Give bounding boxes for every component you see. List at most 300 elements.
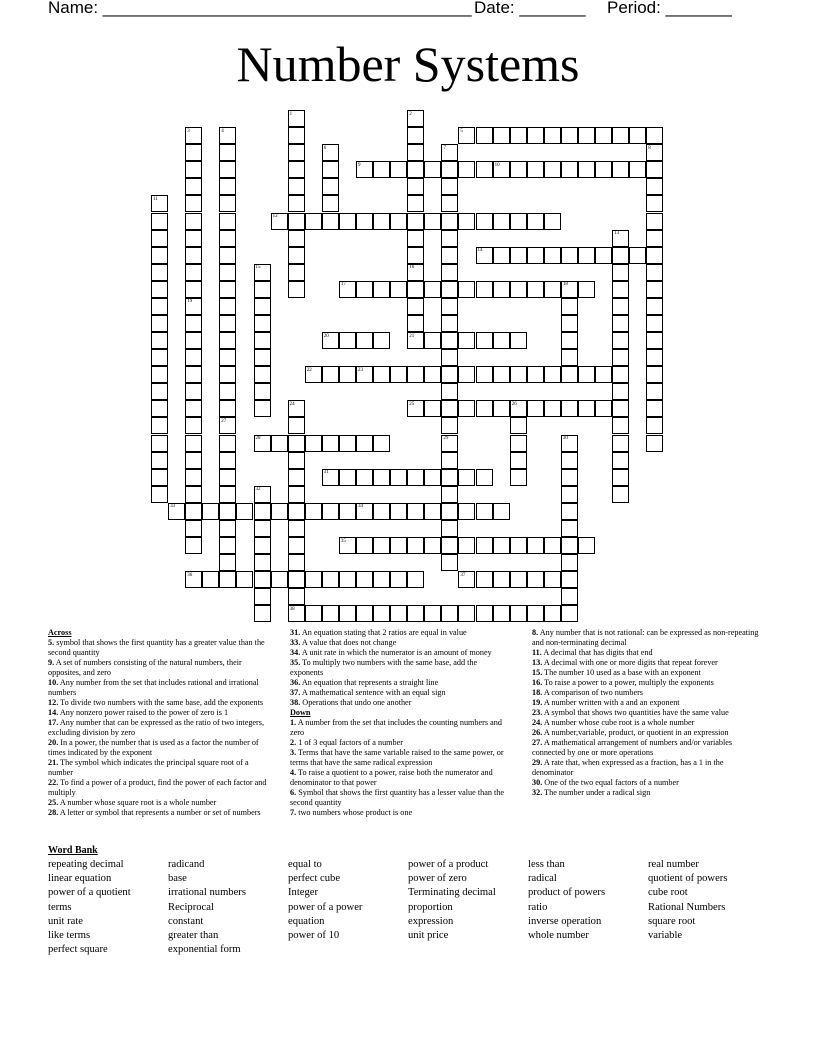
grid-cell[interactable]: [441, 195, 458, 212]
grid-cell[interactable]: [424, 400, 441, 417]
grid-cell[interactable]: [288, 520, 305, 537]
date-field-label[interactable]: Date: _______: [474, 0, 586, 17]
grid-cell[interactable]: [441, 349, 458, 366]
grid-cell[interactable]: [305, 213, 322, 230]
grid-cell[interactable]: [561, 452, 578, 469]
grid-cell[interactable]: [424, 469, 441, 486]
grid-cell[interactable]: [407, 503, 424, 520]
grid-cell[interactable]: [646, 195, 663, 212]
grid-cell[interactable]: [510, 435, 527, 452]
grid-cell[interactable]: [356, 537, 373, 554]
grid-cell[interactable]: [510, 247, 527, 264]
grid-cell[interactable]: [254, 383, 271, 400]
grid-cell[interactable]: [493, 571, 510, 588]
grid-cell[interactable]: [185, 264, 202, 281]
grid-cell[interactable]: [595, 400, 612, 417]
grid-cell[interactable]: [185, 486, 202, 503]
grid-cell[interactable]: [288, 144, 305, 161]
grid-cell[interactable]: [561, 127, 578, 144]
grid-cell[interactable]: [544, 213, 561, 230]
grid-cell[interactable]: [544, 127, 561, 144]
grid-cell[interactable]: [151, 332, 168, 349]
name-field-label[interactable]: Name: _______________________________________: [48, 0, 472, 17]
grid-cell[interactable]: [151, 400, 168, 417]
grid-cell[interactable]: [561, 554, 578, 571]
grid-cell[interactable]: [219, 264, 236, 281]
grid-cell[interactable]: [185, 281, 202, 298]
grid-cell[interactable]: [390, 503, 407, 520]
grid-cell[interactable]: [595, 161, 612, 178]
grid-cell[interactable]: [339, 435, 356, 452]
grid-cell[interactable]: [373, 366, 390, 383]
grid-cell[interactable]: [288, 195, 305, 212]
grid-cell[interactable]: [612, 400, 629, 417]
grid-cell[interactable]: [612, 486, 629, 503]
grid-cell[interactable]: [254, 400, 271, 417]
grid-cell[interactable]: [424, 332, 441, 349]
grid-cell[interactable]: [373, 537, 390, 554]
grid-cell[interactable]: [339, 503, 356, 520]
grid-cell[interactable]: [288, 417, 305, 434]
grid-cell[interactable]: [390, 213, 407, 230]
grid-cell[interactable]: [646, 127, 663, 144]
grid-cell[interactable]: [219, 298, 236, 315]
grid-cell[interactable]: [288, 503, 305, 520]
grid-cell[interactable]: [322, 366, 339, 383]
grid-cell[interactable]: [612, 264, 629, 281]
grid-cell[interactable]: [561, 520, 578, 537]
grid-cell[interactable]: [151, 349, 168, 366]
grid-cell[interactable]: [219, 537, 236, 554]
grid-cell[interactable]: [441, 230, 458, 247]
grid-cell[interactable]: [629, 127, 646, 144]
grid-cell[interactable]: [527, 605, 544, 622]
grid-cell[interactable]: [612, 452, 629, 469]
grid-cell[interactable]: [254, 605, 271, 622]
grid-cell[interactable]: [219, 400, 236, 417]
grid-cell[interactable]: [322, 178, 339, 195]
grid-cell[interactable]: [561, 332, 578, 349]
grid-cell[interactable]: [219, 332, 236, 349]
grid-cell[interactable]: [339, 469, 356, 486]
grid-cell[interactable]: [424, 503, 441, 520]
grid-cell[interactable]: [390, 469, 407, 486]
grid-cell[interactable]: [441, 486, 458, 503]
grid-cell[interactable]: [578, 127, 595, 144]
grid-cell[interactable]: [493, 127, 510, 144]
grid-cell[interactable]: [151, 383, 168, 400]
grid-cell[interactable]: [441, 161, 458, 178]
grid-cell[interactable]: [185, 503, 202, 520]
grid-cell[interactable]: [219, 161, 236, 178]
grid-cell[interactable]: [356, 213, 373, 230]
grid-cell[interactable]: [561, 486, 578, 503]
grid-cell[interactable]: [612, 127, 629, 144]
grid-cell[interactable]: [288, 281, 305, 298]
grid-cell[interactable]: [458, 161, 475, 178]
grid-cell[interactable]: [407, 298, 424, 315]
grid-cell[interactable]: [510, 332, 527, 349]
grid-cell[interactable]: [493, 213, 510, 230]
grid-cell[interactable]: [527, 400, 544, 417]
grid-cell[interactable]: [219, 213, 236, 230]
grid-cell[interactable]: [373, 571, 390, 588]
grid-cell[interactable]: [407, 315, 424, 332]
grid-cell[interactable]: [185, 400, 202, 417]
grid-cell[interactable]: [185, 332, 202, 349]
grid-cell[interactable]: [305, 503, 322, 520]
grid-cell[interactable]: [595, 366, 612, 383]
grid-cell[interactable]: [561, 315, 578, 332]
grid-cell[interactable]: [219, 435, 236, 452]
grid-cell[interactable]: [151, 264, 168, 281]
grid-cell[interactable]: [407, 247, 424, 264]
grid-cell[interactable]: [288, 161, 305, 178]
grid-cell[interactable]: [407, 213, 424, 230]
grid-cell[interactable]: [510, 127, 527, 144]
grid-cell[interactable]: [612, 349, 629, 366]
grid-cell[interactable]: [219, 366, 236, 383]
grid-cell[interactable]: [185, 213, 202, 230]
grid-cell[interactable]: [646, 315, 663, 332]
grid-cell[interactable]: [561, 588, 578, 605]
grid-cell[interactable]: [202, 503, 219, 520]
grid-cell[interactable]: [151, 486, 168, 503]
grid-cell[interactable]: [254, 349, 271, 366]
grid-cell[interactable]: [219, 178, 236, 195]
grid-cell[interactable]: [185, 178, 202, 195]
grid-cell[interactable]: [510, 537, 527, 554]
grid-cell[interactable]: [322, 161, 339, 178]
grid-cell[interactable]: [544, 281, 561, 298]
grid-cell[interactable]: [544, 247, 561, 264]
grid-cell[interactable]: [544, 537, 561, 554]
grid-cell[interactable]: [578, 161, 595, 178]
grid-cell[interactable]: [373, 435, 390, 452]
grid-cell[interactable]: [151, 469, 168, 486]
grid-cell[interactable]: [407, 178, 424, 195]
grid-cell[interactable]: [510, 366, 527, 383]
grid-cell[interactable]: [151, 213, 168, 230]
grid-cell[interactable]: [441, 281, 458, 298]
grid-cell[interactable]: [254, 571, 271, 588]
grid-cell[interactable]: [339, 332, 356, 349]
grid-cell[interactable]: [185, 520, 202, 537]
grid-cell[interactable]: [493, 247, 510, 264]
grid-cell[interactable]: [578, 366, 595, 383]
grid-cell[interactable]: [424, 605, 441, 622]
grid-cell[interactable]: [561, 298, 578, 315]
grid-cell[interactable]: [151, 247, 168, 264]
grid-cell[interactable]: [441, 417, 458, 434]
grid-cell[interactable]: [185, 417, 202, 434]
grid-cell[interactable]: [390, 537, 407, 554]
grid-cell[interactable]: [646, 247, 663, 264]
grid-cell[interactable]: [612, 332, 629, 349]
grid-cell[interactable]: [424, 366, 441, 383]
grid-cell[interactable]: [441, 554, 458, 571]
grid-cell[interactable]: [185, 366, 202, 383]
grid-cell[interactable]: [407, 571, 424, 588]
grid-cell[interactable]: [407, 281, 424, 298]
grid-cell[interactable]: [527, 127, 544, 144]
grid-cell[interactable]: [510, 605, 527, 622]
grid-cell[interactable]: [373, 469, 390, 486]
grid-cell[interactable]: [254, 281, 271, 298]
grid-cell[interactable]: [339, 366, 356, 383]
grid-cell[interactable]: [510, 452, 527, 469]
grid-cell[interactable]: [458, 537, 475, 554]
grid-cell[interactable]: [646, 435, 663, 452]
grid-cell[interactable]: [407, 144, 424, 161]
grid-cell[interactable]: [544, 400, 561, 417]
grid-cell[interactable]: [185, 537, 202, 554]
grid-cell[interactable]: [356, 469, 373, 486]
grid-cell[interactable]: [612, 298, 629, 315]
grid-cell[interactable]: [219, 195, 236, 212]
grid-cell[interactable]: [288, 452, 305, 469]
grid-cell[interactable]: [441, 452, 458, 469]
grid-cell[interactable]: [339, 571, 356, 588]
grid-cell[interactable]: [612, 383, 629, 400]
grid-cell[interactable]: [185, 469, 202, 486]
grid-cell[interactable]: [151, 435, 168, 452]
grid-cell[interactable]: [476, 127, 493, 144]
grid-cell[interactable]: [527, 366, 544, 383]
grid-cell[interactable]: [561, 537, 578, 554]
grid-cell[interactable]: [646, 332, 663, 349]
grid-cell[interactable]: [407, 366, 424, 383]
grid-cell[interactable]: [595, 127, 612, 144]
grid-cell[interactable]: [407, 230, 424, 247]
grid-cell[interactable]: [646, 366, 663, 383]
grid-cell[interactable]: [544, 161, 561, 178]
grid-cell[interactable]: [185, 383, 202, 400]
grid-cell[interactable]: [151, 366, 168, 383]
grid-cell[interactable]: [373, 281, 390, 298]
grid-cell[interactable]: [612, 281, 629, 298]
grid-cell[interactable]: [646, 417, 663, 434]
grid-cell[interactable]: [305, 605, 322, 622]
grid-cell[interactable]: [356, 281, 373, 298]
grid-cell[interactable]: [288, 230, 305, 247]
grid-cell[interactable]: [390, 366, 407, 383]
grid-cell[interactable]: [219, 452, 236, 469]
grid-cell[interactable]: [441, 605, 458, 622]
grid-cell[interactable]: [288, 247, 305, 264]
grid-cell[interactable]: [407, 537, 424, 554]
grid-cell[interactable]: [458, 213, 475, 230]
grid-cell[interactable]: [458, 281, 475, 298]
grid-cell[interactable]: [271, 503, 288, 520]
grid-cell[interactable]: [561, 247, 578, 264]
grid-cell[interactable]: [527, 213, 544, 230]
grid-cell[interactable]: [458, 332, 475, 349]
grid-cell[interactable]: [612, 469, 629, 486]
grid-cell[interactable]: [407, 605, 424, 622]
grid-cell[interactable]: [458, 400, 475, 417]
grid-cell[interactable]: [219, 349, 236, 366]
grid-cell[interactable]: [339, 213, 356, 230]
grid-cell[interactable]: [493, 366, 510, 383]
grid-cell[interactable]: [219, 503, 236, 520]
grid-cell[interactable]: [254, 554, 271, 571]
grid-cell[interactable]: [544, 366, 561, 383]
grid-cell[interactable]: [441, 332, 458, 349]
grid-cell[interactable]: [288, 264, 305, 281]
grid-cell[interactable]: [236, 571, 253, 588]
grid-cell[interactable]: [373, 605, 390, 622]
grid-cell[interactable]: [561, 400, 578, 417]
grid-cell[interactable]: [578, 537, 595, 554]
grid-cell[interactable]: [185, 144, 202, 161]
grid-cell[interactable]: [561, 349, 578, 366]
grid-cell[interactable]: [151, 230, 168, 247]
grid-cell[interactable]: [219, 486, 236, 503]
grid-cell[interactable]: [441, 315, 458, 332]
grid-cell[interactable]: [185, 230, 202, 247]
grid-cell[interactable]: [288, 435, 305, 452]
grid-cell[interactable]: [510, 469, 527, 486]
grid-cell[interactable]: [219, 554, 236, 571]
grid-cell[interactable]: [373, 161, 390, 178]
grid-cell[interactable]: [476, 161, 493, 178]
grid-cell[interactable]: [151, 281, 168, 298]
grid-cell[interactable]: [424, 281, 441, 298]
grid-cell[interactable]: [407, 195, 424, 212]
grid-cell[interactable]: [476, 537, 493, 554]
grid-cell[interactable]: [288, 178, 305, 195]
grid-cell[interactable]: [219, 571, 236, 588]
grid-cell[interactable]: [612, 435, 629, 452]
grid-cell[interactable]: [441, 213, 458, 230]
grid-cell[interactable]: [288, 213, 305, 230]
grid-cell[interactable]: [339, 605, 356, 622]
grid-cell[interactable]: [185, 435, 202, 452]
grid-cell[interactable]: [646, 161, 663, 178]
grid-cell[interactable]: [356, 332, 373, 349]
grid-cell[interactable]: [219, 469, 236, 486]
grid-cell[interactable]: [646, 400, 663, 417]
grid-cell[interactable]: [390, 571, 407, 588]
grid-cell[interactable]: [561, 161, 578, 178]
grid-cell[interactable]: [254, 520, 271, 537]
grid-cell[interactable]: [441, 366, 458, 383]
grid-cell[interactable]: [356, 435, 373, 452]
grid-cell[interactable]: [441, 469, 458, 486]
grid-cell[interactable]: [219, 230, 236, 247]
grid-cell[interactable]: [390, 161, 407, 178]
grid-cell[interactable]: [424, 537, 441, 554]
grid-cell[interactable]: [527, 571, 544, 588]
grid-cell[interactable]: [458, 503, 475, 520]
grid-cell[interactable]: [373, 213, 390, 230]
grid-cell[interactable]: [424, 161, 441, 178]
grid-cell[interactable]: [219, 520, 236, 537]
grid-cell[interactable]: [151, 298, 168, 315]
grid-cell[interactable]: [151, 452, 168, 469]
grid-cell[interactable]: [254, 537, 271, 554]
grid-cell[interactable]: [254, 332, 271, 349]
grid-cell[interactable]: [612, 247, 629, 264]
grid-cell[interactable]: [646, 213, 663, 230]
grid-cell[interactable]: [476, 571, 493, 588]
grid-cell[interactable]: [288, 127, 305, 144]
grid-cell[interactable]: [527, 537, 544, 554]
grid-cell[interactable]: [202, 571, 219, 588]
grid-cell[interactable]: [578, 400, 595, 417]
grid-cell[interactable]: [185, 315, 202, 332]
grid-cell[interactable]: [578, 281, 595, 298]
grid-cell[interactable]: [185, 161, 202, 178]
grid-cell[interactable]: [646, 230, 663, 247]
grid-cell[interactable]: [561, 503, 578, 520]
grid-cell[interactable]: [254, 588, 271, 605]
grid-cell[interactable]: [527, 161, 544, 178]
grid-cell[interactable]: [510, 417, 527, 434]
grid-cell[interactable]: [322, 503, 339, 520]
grid-cell[interactable]: [305, 571, 322, 588]
grid-cell[interactable]: [629, 247, 646, 264]
grid-cell[interactable]: [219, 383, 236, 400]
grid-cell[interactable]: [561, 469, 578, 486]
grid-cell[interactable]: [561, 366, 578, 383]
grid-cell[interactable]: [322, 195, 339, 212]
grid-cell[interactable]: [288, 537, 305, 554]
grid-cell[interactable]: [476, 281, 493, 298]
grid-cell[interactable]: [612, 161, 629, 178]
grid-cell[interactable]: [407, 127, 424, 144]
grid-cell[interactable]: [493, 537, 510, 554]
grid-cell[interactable]: [322, 213, 339, 230]
grid-cell[interactable]: [510, 571, 527, 588]
grid-cell[interactable]: [236, 503, 253, 520]
grid-cell[interactable]: [544, 605, 561, 622]
grid-cell[interactable]: [476, 366, 493, 383]
grid-cell[interactable]: [476, 400, 493, 417]
grid-cell[interactable]: [271, 435, 288, 452]
grid-cell[interactable]: [476, 605, 493, 622]
grid-cell[interactable]: [219, 315, 236, 332]
grid-cell[interactable]: [322, 571, 339, 588]
grid-cell[interactable]: [612, 417, 629, 434]
grid-cell[interactable]: [254, 366, 271, 383]
grid-cell[interactable]: [646, 383, 663, 400]
grid-cell[interactable]: [493, 281, 510, 298]
grid-cell[interactable]: [219, 247, 236, 264]
period-field-label[interactable]: Period: _______: [607, 0, 732, 17]
grid-cell[interactable]: [185, 349, 202, 366]
grid-cell[interactable]: [288, 588, 305, 605]
grid-cell[interactable]: [646, 264, 663, 281]
grid-cell[interactable]: [544, 571, 561, 588]
grid-cell[interactable]: [322, 605, 339, 622]
grid-cell[interactable]: [356, 605, 373, 622]
grid-cell[interactable]: [476, 469, 493, 486]
grid-cell[interactable]: [185, 247, 202, 264]
grid-cell[interactable]: [441, 503, 458, 520]
grid-cell[interactable]: [407, 161, 424, 178]
grid-cell[interactable]: [527, 281, 544, 298]
grid-cell[interactable]: [527, 247, 544, 264]
grid-cell[interactable]: [219, 281, 236, 298]
grid-cell[interactable]: [185, 452, 202, 469]
grid-cell[interactable]: [424, 213, 441, 230]
grid-cell[interactable]: [373, 332, 390, 349]
grid-cell[interactable]: [612, 315, 629, 332]
grid-cell[interactable]: [578, 247, 595, 264]
grid-cell[interactable]: [441, 537, 458, 554]
